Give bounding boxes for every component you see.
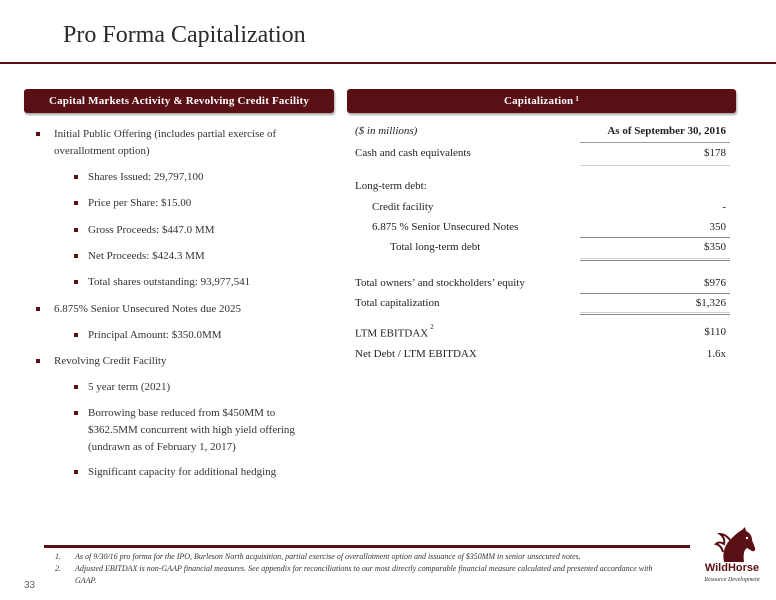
bullet-marker-icon: [74, 333, 78, 337]
horse-head-icon: [694, 526, 770, 564]
row-divider: [580, 258, 730, 259]
bullet-text: Significant capacity for additional hedging: [88, 466, 277, 478]
bullet-marker-icon: [36, 132, 40, 136]
bullet-text: Initial Public Offering (includes partial exercise of overallotment option): [54, 128, 277, 157]
bullet-text: 5 year term (2021): [88, 381, 171, 393]
row-value: $178: [704, 147, 726, 159]
capital-markets-header-label: Capital Markets Activity & Revolving Credit Facility: [48, 95, 310, 107]
table-row-leverage: [355, 348, 730, 364]
table-row-cash: [355, 147, 730, 163]
bullet-text: Revolving Credit Facility: [54, 355, 167, 367]
wildhorse-logo: [694, 526, 770, 586]
capital-markets-header: [24, 89, 334, 113]
capitalization-header: [347, 89, 736, 113]
bullet-text: Borrowing base reduced from $450MM to $362.5MM concurrent with high yield offering (undrawn as of February 1, 2017): [88, 407, 295, 453]
unit-label: ($ in millions): [355, 125, 418, 137]
row-divider: [580, 312, 730, 313]
table-row-total-capitalization: [355, 297, 730, 313]
bullet-text: Gross Proceeds: $447.0 MM: [88, 224, 215, 236]
bullet-text: Total shares outstanding: 93,977,541: [88, 276, 251, 288]
bullet-marker-icon: [74, 280, 78, 284]
page-number: 33: [24, 580, 36, 591]
bullet-text: Net Proceeds: $424.3 MM: [88, 250, 205, 262]
row-label: 6.875 % Senior Unsecured Notes: [372, 221, 519, 233]
table-row-total-ltd: [355, 241, 730, 257]
row-value: -: [722, 201, 726, 213]
row-label: Cash and cash equivalents: [355, 147, 471, 159]
bullet-marker-icon: [74, 470, 78, 474]
ebitdax-footnote-ref: 2: [430, 323, 434, 331]
logo-tagline: Resource Development: [704, 577, 760, 583]
bullet-marker-icon: [74, 228, 78, 232]
row-value: $350: [704, 241, 726, 253]
bullet-marker-icon: [36, 307, 40, 311]
table-header-row: [355, 125, 730, 141]
row-divider: [580, 293, 730, 294]
table-row-senior-notes: [355, 221, 730, 237]
row-label: Long-term debt:: [355, 180, 427, 192]
row-label: LTM EBITDAX$^2$: [355, 323, 434, 340]
bullet-marker-icon: [74, 201, 78, 205]
row-value: 350: [709, 221, 726, 233]
row-divider: [580, 165, 730, 166]
bullet-marker-icon: [74, 385, 78, 389]
footer-divider: [44, 545, 690, 548]
logo-wordmark: WildHorse: [704, 562, 760, 574]
header-underline: [580, 142, 730, 143]
title-divider: [0, 62, 776, 64]
row-label: Total owners’ and stockholders’ equity: [355, 277, 525, 289]
row-double-divider: [580, 314, 730, 315]
footnote-2: 2. Adjusted EBITDAX is non-GAAP financial measures. See appendix for reconciliations to our most directly comparable financial measure calculated and presented accordance with GAAP.: [55, 564, 653, 585]
footnotes: [55, 551, 655, 587]
capitalization-header-label: Capitalization: [503, 95, 574, 107]
row-value: $976: [704, 277, 726, 289]
row-label: Total capitalization: [355, 297, 440, 309]
row-label: Credit facility: [372, 201, 434, 213]
table-row-equity: [355, 277, 730, 293]
row-double-divider: [580, 260, 730, 261]
table-row-credit-facility: [355, 201, 730, 217]
bullet-marker-icon: [74, 411, 78, 415]
footnote-1: 1. As of 9/30/16 pro forma for the IPO, Burleson North acquisition, partial exercise of overallotment option and issuance of $350MM in senior unsecured notes.: [55, 552, 581, 561]
row-value: $1,326: [695, 297, 726, 309]
bullet-marker-icon: [74, 175, 78, 179]
bullet-text: 6.875% Senior Unsecured Notes due 2025: [54, 303, 241, 315]
capitalization-footnote-ref: 1: [575, 95, 580, 103]
bullet-marker-icon: [36, 359, 40, 363]
row-value: $110: [704, 326, 726, 338]
bullet-text: Principal Amount: $350.0MM: [88, 329, 222, 341]
bullet-text: Price per Share: $15.00: [88, 197, 192, 209]
row-label: Total long-term debt: [390, 241, 481, 253]
column-header: As of September 30, 2016: [607, 125, 726, 137]
page-title: Pro Forma Capitalization: [63, 22, 306, 48]
row-divider: [580, 237, 730, 238]
row-value: 1.6x: [706, 348, 726, 360]
table-row-long-term-debt: [355, 180, 730, 196]
table-row-ebitdax: [355, 323, 730, 342]
row-label: Net Debt / LTM EBITDAX: [355, 348, 477, 360]
bullet-text: Shares Issued: 29,797,100: [88, 171, 204, 183]
bullet-marker-icon: [74, 254, 78, 258]
